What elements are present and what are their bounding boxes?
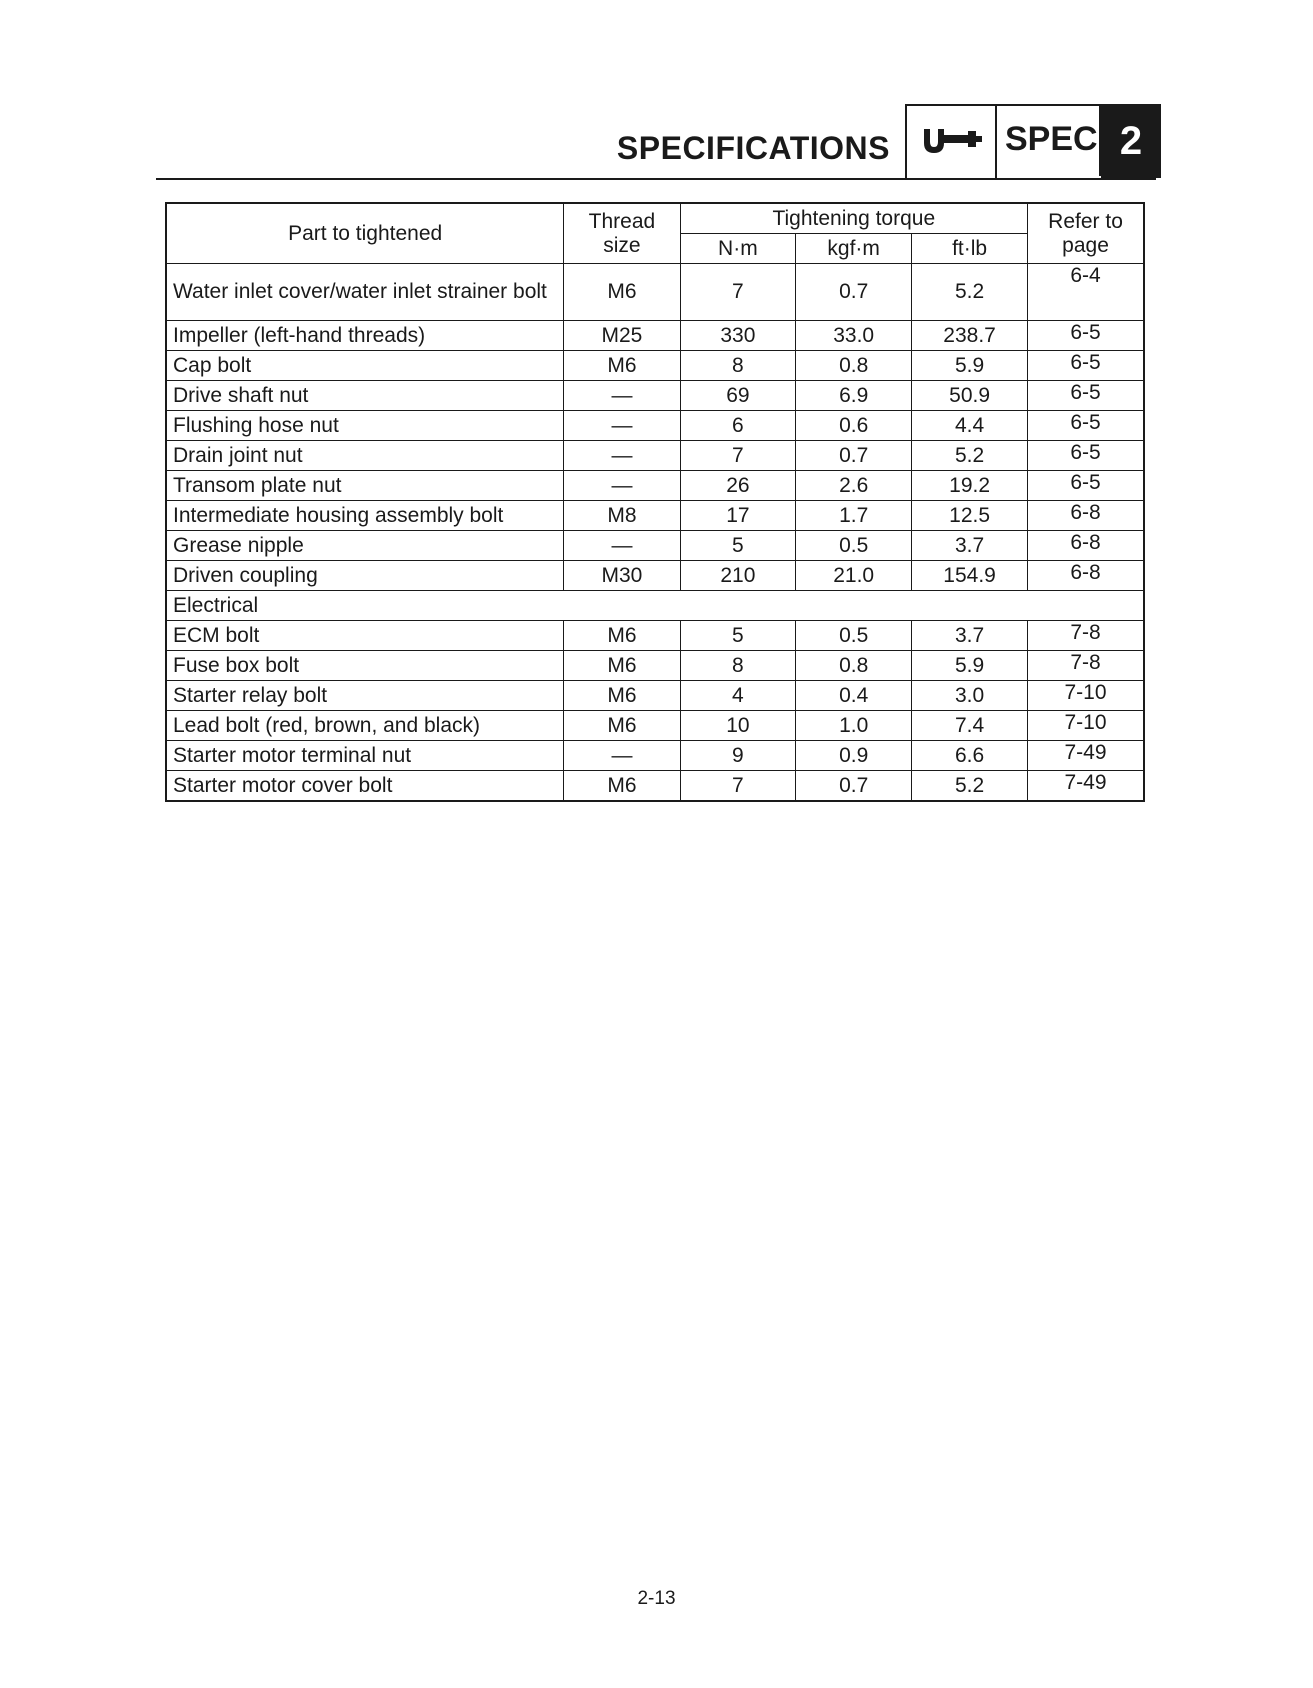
cell-page: 7-8	[1028, 621, 1144, 651]
table-row	[166, 531, 1144, 561]
cell-thread: M6	[564, 681, 680, 711]
cell-page: 7-49	[1028, 741, 1144, 771]
cell-kgf: 0.7	[796, 264, 912, 321]
cell-nm: 7	[680, 771, 796, 802]
cell-ftlb: 3.0	[912, 681, 1028, 711]
cell-nm: 8	[680, 651, 796, 681]
cell-part: ECM bolt	[166, 621, 564, 651]
cell-page: 7-49	[1028, 771, 1144, 802]
cell-part: Fuse box bolt	[166, 651, 564, 681]
cell-page: 7-10	[1028, 681, 1144, 711]
torque-wrench-icon	[918, 123, 984, 162]
cell-nm: 7	[680, 441, 796, 471]
table-row	[166, 711, 1144, 741]
cell-part: Lead bolt (red, brown, and black)	[166, 711, 564, 741]
cell-nm: 4	[680, 681, 796, 711]
cell-thread: M6	[564, 351, 680, 381]
cell-part: Drive shaft nut	[166, 381, 564, 411]
header-rule	[156, 178, 1156, 180]
cell-nm: 69	[680, 381, 796, 411]
cell-ftlb: 3.7	[912, 621, 1028, 651]
header-torque: Tightening torque	[680, 203, 1028, 234]
table-row	[166, 381, 1144, 411]
cell-nm: 210	[680, 561, 796, 591]
cell-part: Intermediate housing assembly bolt	[166, 501, 564, 531]
section-label: Electrical	[166, 591, 1144, 621]
cell-part: Impeller (left-hand threads)	[166, 321, 564, 351]
cell-nm: 5	[680, 621, 796, 651]
cell-ftlb: 7.4	[912, 711, 1028, 741]
cell-part: Starter motor cover bolt	[166, 771, 564, 802]
cell-page: 6-5	[1028, 381, 1144, 411]
cell-thread: M6	[564, 264, 680, 321]
cell-part: Flushing hose nut	[166, 411, 564, 441]
cell-kgf: 2.6	[796, 471, 912, 501]
page-number: 2-13	[637, 1588, 676, 1609]
table-row	[166, 771, 1144, 802]
cell-ftlb: 5.9	[912, 351, 1028, 381]
cell-kgf: 33.0	[796, 321, 912, 351]
cell-ftlb: 50.9	[912, 381, 1028, 411]
cell-kgf: 1.7	[796, 501, 912, 531]
cell-kgf: 0.6	[796, 411, 912, 441]
cell-ftlb: 4.4	[912, 411, 1028, 441]
table-row	[166, 561, 1144, 591]
table-row	[166, 441, 1144, 471]
cell-thread: M6	[564, 621, 680, 651]
cell-ftlb: 154.9	[912, 561, 1028, 591]
cell-page: 7-8	[1028, 651, 1144, 681]
cell-ftlb: 5.9	[912, 651, 1028, 681]
cell-part: Driven coupling	[166, 561, 564, 591]
table-row	[166, 411, 1144, 441]
header-ftlb: ft·lb	[912, 234, 1028, 264]
cell-ftlb: 5.2	[912, 441, 1028, 471]
header-thread: Thread size	[564, 203, 680, 264]
cell-part: Drain joint nut	[166, 441, 564, 471]
cell-thread: M6	[564, 711, 680, 741]
cell-kgf: 0.5	[796, 621, 912, 651]
cell-thread: M25	[564, 321, 680, 351]
cell-kgf: 0.8	[796, 351, 912, 381]
cell-kgf: 1.0	[796, 711, 912, 741]
cell-kgf: 0.9	[796, 741, 912, 771]
cell-page: 6-5	[1028, 441, 1144, 471]
section-row-electrical	[166, 591, 1144, 621]
tightening-torque-table	[165, 202, 1145, 802]
badge-icon-box	[905, 104, 997, 178]
cell-nm: 5	[680, 531, 796, 561]
table-row	[166, 351, 1144, 381]
header-part: Part to tightened	[166, 203, 564, 264]
cell-thread: M30	[564, 561, 680, 591]
cell-ftlb: 12.5	[912, 501, 1028, 531]
badge-spec-label: SPEC	[997, 104, 1101, 176]
cell-part: Transom plate nut	[166, 471, 564, 501]
cell-nm: 10	[680, 711, 796, 741]
cell-nm: 17	[680, 501, 796, 531]
table-row	[166, 264, 1144, 321]
cell-nm: 330	[680, 321, 796, 351]
cell-page: 6-8	[1028, 501, 1144, 531]
cell-page: 7-10	[1028, 711, 1144, 741]
cell-kgf: 0.7	[796, 771, 912, 802]
cell-nm: 6	[680, 411, 796, 441]
table-row	[166, 621, 1144, 651]
cell-part: Water inlet cover/water inlet strainer bolt	[166, 264, 564, 321]
table-row	[166, 471, 1144, 501]
header-page: Refer to page	[1028, 203, 1144, 264]
section-badge	[905, 104, 1161, 180]
cell-thread: M8	[564, 501, 680, 531]
cell-nm: 7	[680, 264, 796, 321]
cell-ftlb: 19.2	[912, 471, 1028, 501]
cell-thread: M6	[564, 771, 680, 802]
cell-page: 6-5	[1028, 411, 1144, 441]
cell-nm: 26	[680, 471, 796, 501]
cell-part: Grease nipple	[166, 531, 564, 561]
page-title: SPECIFICATIONS	[616, 130, 890, 166]
cell-ftlb: 6.6	[912, 741, 1028, 771]
table-row	[166, 501, 1144, 531]
cell-part: Starter motor terminal nut	[166, 741, 564, 771]
cell-kgf: 21.0	[796, 561, 912, 591]
cell-ftlb: 5.2	[912, 771, 1028, 802]
cell-part: Starter relay bolt	[166, 681, 564, 711]
cell-page: 6-5	[1028, 471, 1144, 501]
cell-part: Cap bolt	[166, 351, 564, 381]
cell-page: 6-5	[1028, 321, 1144, 351]
table-row	[166, 741, 1144, 771]
cell-thread: —	[564, 741, 680, 771]
cell-page: 6-4	[1028, 264, 1144, 321]
cell-nm: 9	[680, 741, 796, 771]
cell-kgf: 6.9	[796, 381, 912, 411]
cell-page: 6-5	[1028, 351, 1144, 381]
cell-ftlb: 5.2	[912, 264, 1028, 321]
cell-kgf: 0.4	[796, 681, 912, 711]
header-nm: N·m	[680, 234, 796, 264]
cell-kgf: 0.7	[796, 441, 912, 471]
cell-thread: —	[564, 471, 680, 501]
header-kgf: kgf·m	[796, 234, 912, 264]
cell-page: 6-8	[1028, 531, 1144, 561]
table-row	[166, 681, 1144, 711]
cell-thread: —	[564, 441, 680, 471]
cell-thread: M6	[564, 651, 680, 681]
cell-kgf: 0.5	[796, 531, 912, 561]
badge-chapter-number: 2	[1101, 104, 1161, 178]
cell-ftlb: 3.7	[912, 531, 1028, 561]
cell-kgf: 0.8	[796, 651, 912, 681]
cell-thread: —	[564, 381, 680, 411]
cell-ftlb: 238.7	[912, 321, 1028, 351]
cell-page: 6-8	[1028, 561, 1144, 591]
cell-thread: —	[564, 411, 680, 441]
cell-nm: 8	[680, 351, 796, 381]
cell-thread: —	[564, 531, 680, 561]
table-row	[166, 651, 1144, 681]
table-row	[166, 321, 1144, 351]
